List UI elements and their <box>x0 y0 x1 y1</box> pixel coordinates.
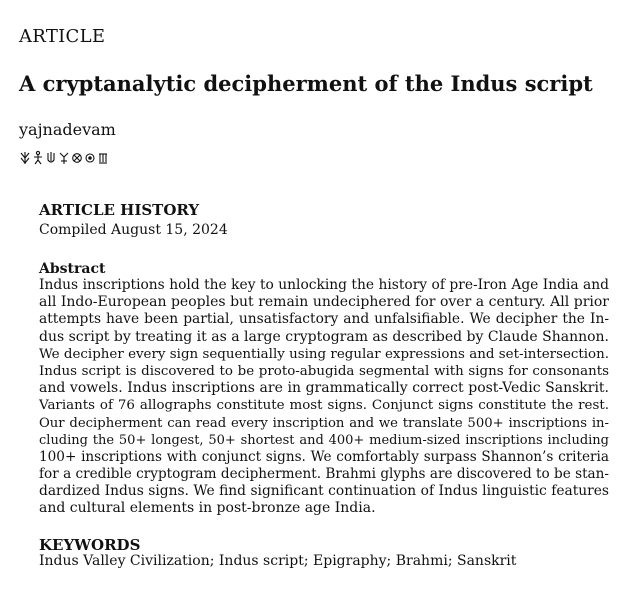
indus-sign-5-icon <box>71 150 83 166</box>
abstract-line: Our decipherment can read every inscription and we translate 500+ inscriptions in- <box>39 415 609 431</box>
indus-sign-1-icon <box>19 150 31 166</box>
indus-sign-7-icon <box>97 150 109 166</box>
abstract-line: We decipher every sign sequentially using regular expressions and set-intersection. <box>39 346 609 362</box>
indus-sign-2-icon <box>32 150 44 166</box>
abstract-line: dardized Indus signs. We find significant continuation of Indus linguistic features <box>39 483 609 500</box>
abstract-line: 100+ inscriptions with conjunct signs. We comfortably surpass Shannon’s criteria <box>39 448 609 465</box>
compiled-date: Compiled August 15, 2024 <box>39 222 228 238</box>
author-glyphs <box>19 149 109 167</box>
abstract-line: Variants of 76 allographs constitute most signs. Conjunct signs constitute the rest. <box>39 398 609 414</box>
abstract-line: and vowels. Indus inscriptions are in grammatically correct post-Vedic Sanskrit. <box>39 380 609 397</box>
abstract-body <box>39 277 609 518</box>
abstract-line: attempts have been partial, unsatisfactory and unfalsifiable. We decipher the In- <box>39 311 609 328</box>
indus-sign-3-icon <box>45 150 57 166</box>
abstract-line: cluding the 50+ longest, 50+ shortest and 400+ medium-sized inscriptions including <box>39 432 609 448</box>
keywords-list: Indus Valley Civilization; Indus script; Epigraphy; Brahmi; Sanskrit <box>39 553 517 569</box>
indus-sign-4-icon <box>58 150 70 166</box>
article-type-label: ARTICLE <box>19 26 106 47</box>
abstract-line: dus script by treating it as a large cryptogram as described by Claude Shannon. <box>39 328 609 345</box>
abstract-line: Indus script is discovered to be proto-abugida segmental with signs for consonants <box>39 363 609 379</box>
paper-title: A cryptanalytic decipherment of the Indus script <box>19 71 593 96</box>
abstract-line: Indus inscriptions hold the key to unlocking the history of pre-Iron Age India and <box>39 277 609 293</box>
abstract-heading: Abstract <box>39 261 106 277</box>
abstract-line: all Indo-European peoples but remain undeciphered for over a century. All prior <box>39 294 609 311</box>
author-name: yajnadevam <box>19 120 116 139</box>
article-history-heading: ARTICLE HISTORY <box>39 201 200 219</box>
abstract-line: for a credible cryptogram decipherment. Brahmi glyphs are discovered to be stan- <box>39 466 609 483</box>
keywords-heading: KEYWORDS <box>39 536 141 554</box>
indus-sign-6-icon <box>84 150 96 166</box>
abstract-line: and cultural elements in post-bronze age India. <box>39 500 376 517</box>
